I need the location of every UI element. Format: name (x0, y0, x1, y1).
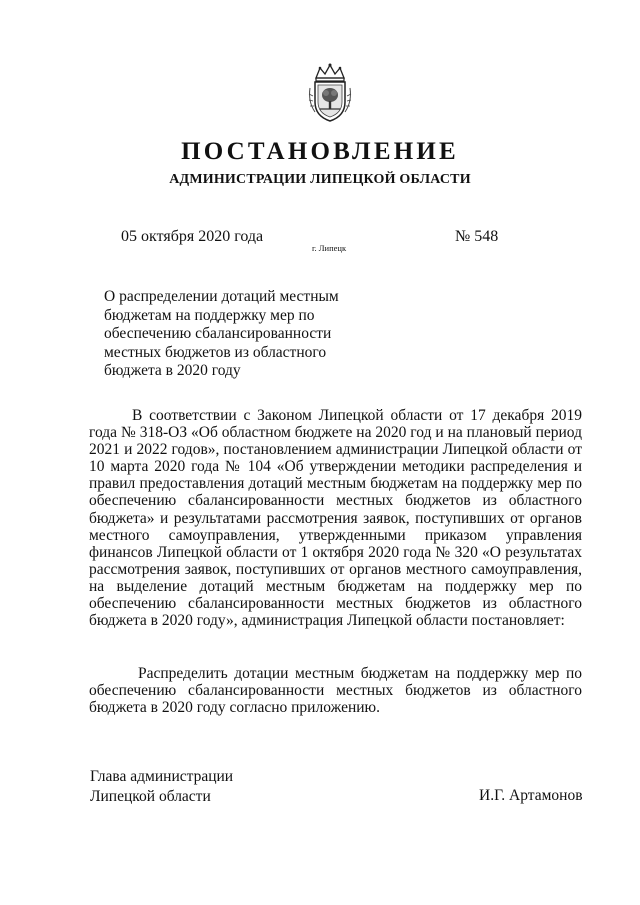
subject-line: О распределении дотаций местным (104, 288, 339, 305)
issuer-name: АДМИНИСТРАЦИИ ЛИПЕЦКОЙ ОБЛАСТИ (169, 172, 471, 187)
document-title: ПОСТАНОВЛЕНИЕ (181, 138, 459, 165)
signatory-position (90, 767, 233, 807)
coat-of-arms-icon (306, 62, 354, 124)
signatory-name: И.Г. Артамонов (479, 787, 583, 804)
subject-line: бюджетам на поддержку мер по (104, 306, 315, 324)
document-number: № 548 (455, 228, 499, 245)
document-date: 05 октября 2020 года (121, 228, 264, 245)
signatory-position-line: Липецкой области (90, 788, 211, 805)
body-paragraph-resolution: Распределить дотации местным бюджетам на поддержку мер по обеспечению сбалансированности местных бюджетов из областного бюджета в 2020 году согласно приложению. (89, 665, 582, 717)
subject-line: бюджета в 2020 году (104, 362, 241, 379)
document-subject (104, 288, 354, 381)
document-city: г. Липецк (312, 243, 347, 253)
signatory-position-line: Глава администрации (90, 768, 234, 785)
body-paragraph-preamble: В соответствии с Законом Липецкой области от 17 декабря 2019 года № 318-ОЗ «Об областном бюджете на 2020 год и на плановый период 2021 и 2022 годов», постановлением администрации Липецкой области от 10 марта 2020 года № 104 «Об утверждении методики распределения и правил предоставления дотаций местным бюджетам на поддержку мер по обеспечению сбалансированности местных бюджетов из областного бюджета» и результатами рассмотрения заявок, поступивших от органов местного самоуправления, утвержденными приказом управления финансов Липецкой области от 1 октября 2020 года № 320 «О результатах рассмотрения заявок, поступивших от органов местного самоуправления, на выделение дотаций местным бюджетам на поддержку мер по обеспечению сбалансированности местных бюджетов из областного бюджета в 2020 году», администрация Липецкой области постановляет: (89, 407, 582, 630)
subject-line: обеспечению сбалансированности (104, 325, 332, 342)
subject-line: местных бюджетов из областного (104, 343, 327, 361)
